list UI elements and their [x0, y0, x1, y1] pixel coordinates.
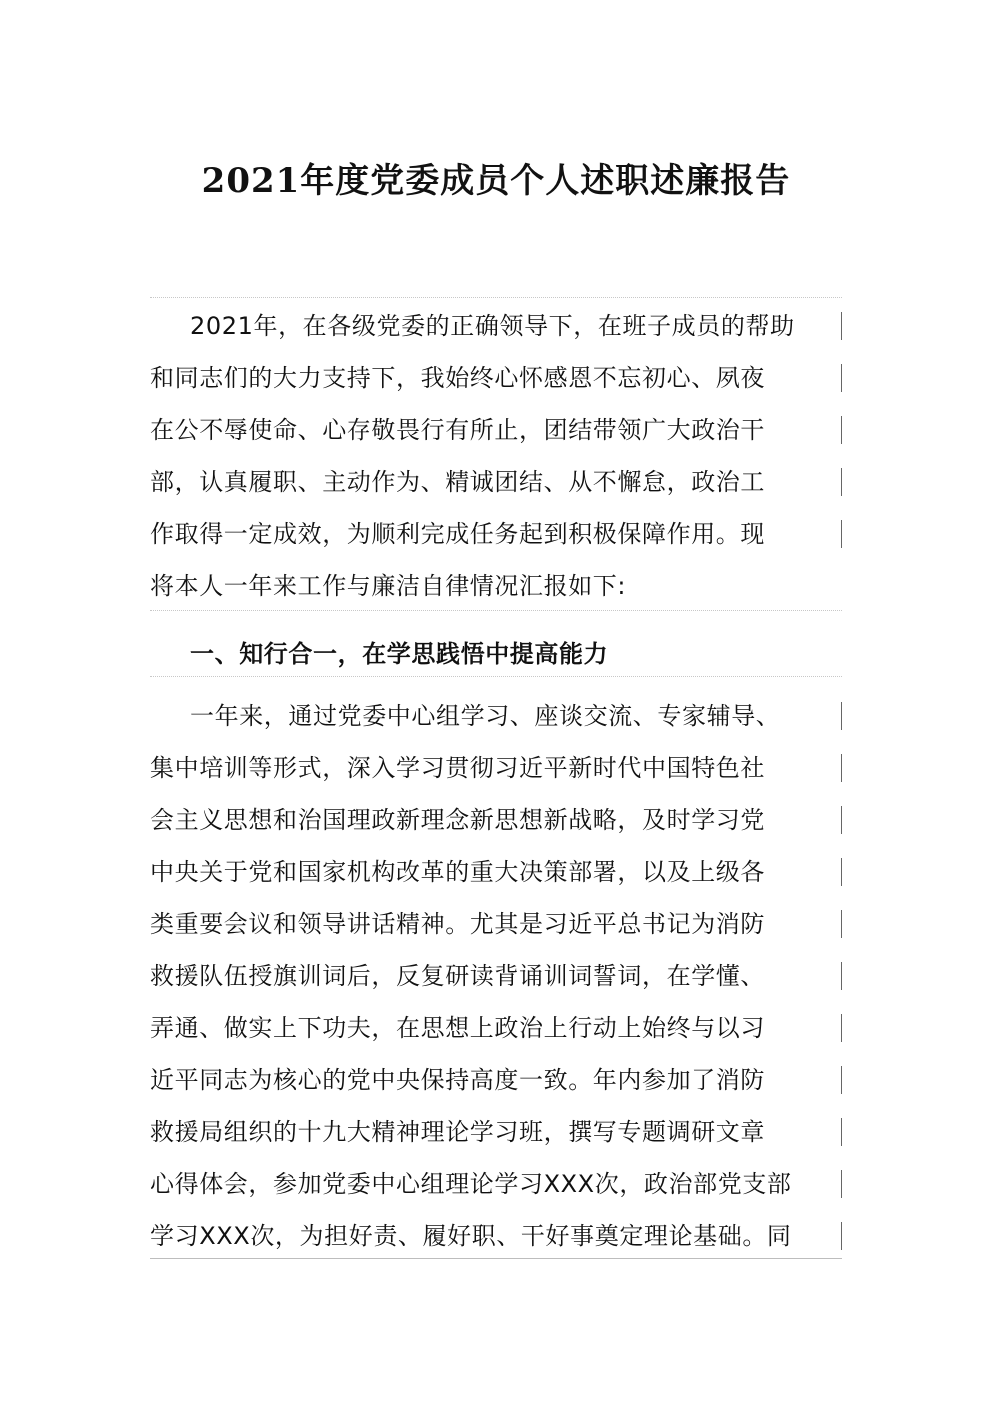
text-line: 类重要会议和领导讲话精神。尤其是习近平总书记为消防 [150, 898, 842, 950]
text-line: 救援队伍授旗训词后，反复研读背诵训词誓词，在学懂、 [150, 950, 842, 1002]
paragraph-divider [150, 676, 842, 677]
paragraph-divider [150, 610, 842, 611]
text-line: 和同志们的大力支持下，我始终心怀感恩不忘初心、夙夜 [150, 352, 842, 404]
text-line: 一年来，通过党委中心组学习、座谈交流、专家辅导、 [150, 690, 842, 742]
text-line: 弄通、做实上下功夫，在思想上政治上行动上始终与以习 [150, 1002, 842, 1054]
section1-paragraph [150, 690, 842, 1262]
text-line: 将本人一年来工作与廉洁自律情况汇报如下: [150, 572, 627, 600]
text-line: 中央关于党和国家机构改革的重大决策部署，以及上级各 [150, 846, 842, 898]
section-heading: 一、知行合一，在学思践悟中提高能力 [190, 640, 609, 668]
page-title: 2021年度党委成员个人述职述廉报告 [201, 161, 791, 201]
text-line: 学习XXX次，为担好责、履好职、干好事奠定理论基础。同 [150, 1210, 842, 1262]
text-line: 近平同志为核心的党中央保持高度一致。年内参加了消防 [150, 1054, 842, 1106]
intro-paragraph [150, 300, 842, 612]
top-divider [150, 297, 842, 298]
text-line: 心得体会，参加党委中心组理论学习XXX次，政治部党支部 [150, 1158, 842, 1210]
bottom-divider [150, 1258, 842, 1259]
text-line: 在公不辱使命、心存敬畏行有所止，团结带领广大政治干 [150, 404, 842, 456]
text-line: 2021年，在各级党委的正确领导下，在班子成员的帮助 [150, 300, 842, 352]
text-line: 部，认真履职、主动作为、精诚团结、从不懈怠，政治工 [150, 456, 842, 508]
text-line: 救援局组织的十九大精神理论学习班，撰写专题调研文章 [150, 1106, 842, 1158]
text-line: 集中培训等形式，深入学习贯彻习近平新时代中国特色社 [150, 742, 842, 794]
text-line: 作取得一定成效，为顺利完成任务起到积极保障作用。现 [150, 508, 842, 560]
text-line: 会主义思想和治国理政新理念新思想新战略，及时学习党 [150, 794, 842, 846]
